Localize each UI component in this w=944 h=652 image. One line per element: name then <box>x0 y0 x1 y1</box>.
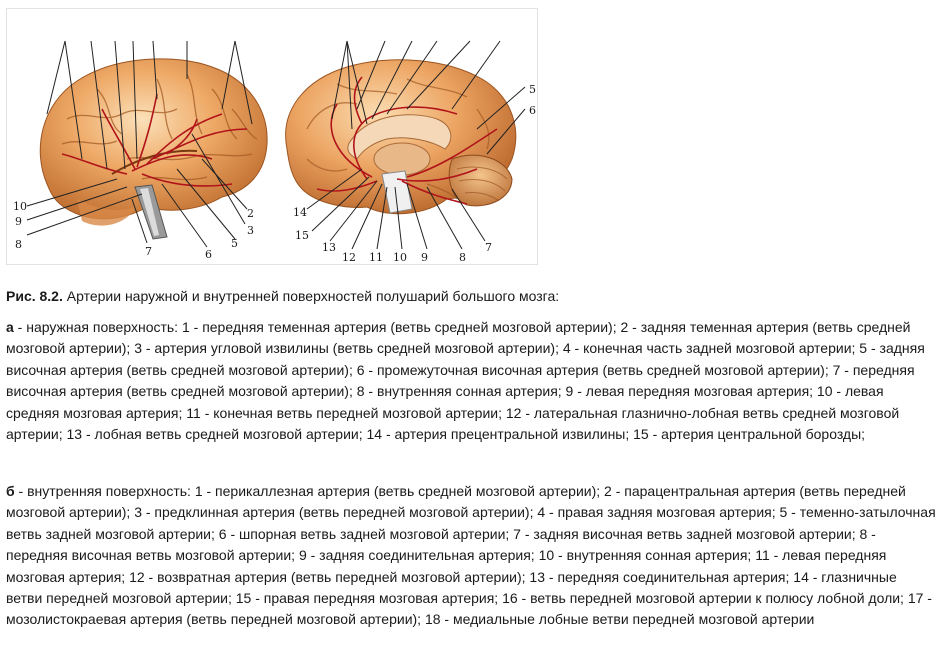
label-b-5: 5 <box>529 83 536 96</box>
label-b-6: 6 <box>529 104 536 117</box>
label-a-3: 3 <box>247 224 254 237</box>
label-b-10: 10 <box>393 251 407 264</box>
label-b-8: 8 <box>459 251 466 264</box>
label-b-11: 11 <box>369 251 383 264</box>
caption-label: Рис. 8.2. <box>6 288 63 304</box>
label-a-2: 2 <box>247 207 254 220</box>
brain-arteries-figure <box>6 8 538 265</box>
legend-b-lead: б <box>6 483 15 499</box>
label-b-14: 14 <box>293 206 307 219</box>
label-b-9: 9 <box>421 251 428 264</box>
caption-text: Артерии наружной и внутренней поверхностей полушарий большого мозга: <box>62 288 560 304</box>
brain-medial-view <box>286 41 536 264</box>
label-a-9: 9 <box>15 215 22 228</box>
label-a-5: 5 <box>231 237 238 250</box>
label-a-8: 8 <box>15 238 22 251</box>
label-b-7: 7 <box>485 241 492 254</box>
figure-caption <box>6 286 936 306</box>
label-a-7: 7 <box>145 245 152 258</box>
legend-b-text: - внутренняя поверхность: 1 - перикаллезная артерия (ветвь средней мозговой артерии); 2 - парацентральная артерия (ветвь передней мозговой артерии); 3 - предклинная артерия (ветвь передней мозговой артерии); 4 - правая задняя мозговая артерия; 5 - теменно-затылочная ветвь задней мозговой артерии; 6 - шпорная ветвь задней мозговой артерии; 7 - задняя височная ветвь задней мозговой артерии; 8 - передняя височная ветвь мозговой артерии; 9 - задняя соединительная артерия; 10 - внутренняя сонная артерия; 11 - левая передняя мозговая артерия; 12 - возвратная артерия (ветвь передней мозговой артерии); 13 - передняя соединительная артерия; 14 - глазничные ветви передней мозговой артерии; 15 - правая передняя мозговая артерия; 16 - ветвь передней мозговой артерии к полюсу лобной доли; 17 - мозолистокраевая артерия (ветвь передней мозговой артерии); 18 - медиальные лобные ветви передней мозговой артерии <box>6 483 936 628</box>
legend-paragraph-a <box>6 317 936 445</box>
legend-a-lead: а <box>6 319 14 335</box>
brain-lateral-view <box>13 41 267 261</box>
label-a-6: 6 <box>205 248 212 261</box>
label-a-10: 10 <box>13 200 27 213</box>
label-b-12: 12 <box>342 251 356 264</box>
label-b-13: 13 <box>322 241 336 254</box>
brain-illustration <box>7 9 539 266</box>
legend-paragraph-b <box>6 481 936 631</box>
label-b-15: 15 <box>295 229 309 242</box>
legend-a-text: - наружная поверхность: 1 - передняя теменная артерия (ветвь средней мозговой артерии); 2 - задняя теменная артерия (ветвь средней мозговой артерии); 3 - артерия угловой извилины (ветвь средней мозговой артерии); 4 - конечная часть задней мозговой артерии; 5 - задняя височная артерия (ветвь средней мозговой артерии); 6 - промежуточная височная артерия (ветвь средней мозговой артерии); 7 - передняя височная артерия (ветвь средней мозговой артерии); 8 - внутренняя сонная артерия; 9 - левая передняя мозговая артерия; 10 - левая средняя мозговая артерия; 11 - конечная ветвь передней мозговой артерии; 12 - латеральная глазнично-лобная ветвь средней мозговой артерии; 13 - лобная ветвь средней мозговой артерии; 14 - артерия прецентральной извилины; 15 - артерия центральной борозды; <box>6 319 925 443</box>
